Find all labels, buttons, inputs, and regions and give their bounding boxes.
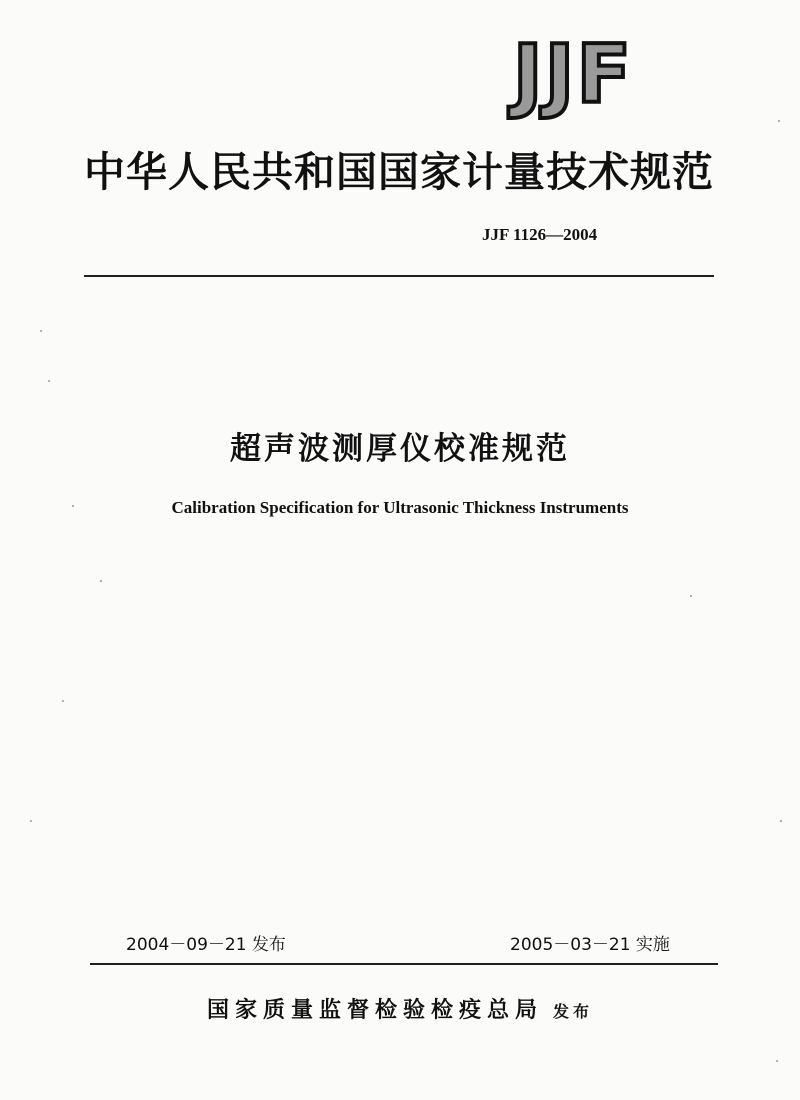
top-divider	[84, 275, 714, 277]
scan-speck	[780, 820, 782, 822]
scan-speck	[690, 595, 692, 597]
logo-text: JJF	[512, 28, 634, 121]
scan-speck	[776, 1060, 778, 1062]
document-title-zh: 超声波测厚仪校准规范	[230, 431, 570, 467]
publish-label: 发布	[553, 1002, 594, 1021]
scan-speck	[40, 330, 42, 332]
document-title-en: Calibration Specification for Ultrasonic Thickness Instruments	[171, 498, 629, 517]
document-code: JJF 1126—2004	[482, 225, 598, 244]
publisher-line	[0, 996, 800, 1027]
page-title: 中华人民共和国国家计量技术规范	[84, 148, 714, 196]
scan-speck	[30, 820, 32, 822]
scan-speck	[62, 700, 64, 702]
effective-date: 2005－03－21 实施	[510, 935, 670, 955]
publisher-name: 国家质量监督检验检疫总局	[206, 998, 543, 1023]
bottom-divider	[90, 963, 718, 965]
issue-date: 2004－09－21 发布	[126, 935, 286, 955]
scan-speck	[778, 120, 780, 122]
scan-speck	[100, 580, 102, 582]
jjf-logo	[478, 28, 668, 121]
scan-speck	[48, 380, 50, 382]
scan-speck	[72, 505, 74, 507]
